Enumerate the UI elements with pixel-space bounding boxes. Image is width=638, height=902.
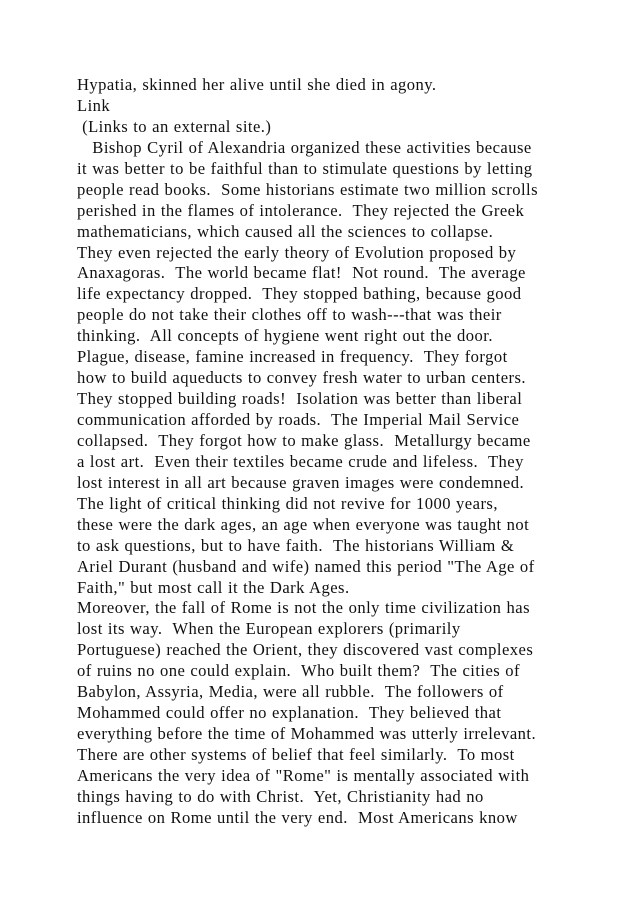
text-line: There are other systems of belief that feel similarly. To most [77,745,515,764]
text-line: Ariel Durant (husband and wife) named this period "The Age of [77,556,535,576]
text-line: influence on Rome until the very end. Most Americans know [77,807,518,827]
text-line: Faith," but most call it the Dark Ages. [77,577,350,597]
text-line: people read books. Some historians estimate two million scrolls [77,179,538,199]
external-link-note: (Links to an external site.) [77,116,272,136]
text-line: Babylon, Assyria, Media, were all rubble. The followers of [77,682,504,702]
text-line: mathematicians, which caused all the sciences to collapse. [77,221,494,241]
text-line: communication afforded by roads. The Imperial Mail Service [77,410,520,429]
text-line: everything before the time of Mohammed was utterly irrelevant. [77,724,537,744]
text-line: Anaxagoras. The world became flat! Not round. The average [77,263,526,283]
text-line: Portuguese) reached the Orient, they discovered vast complexes [77,640,534,660]
text-line: The light of critical thinking did not revive for 1000 years, [77,493,498,513]
text-line: people do not take their clothes off to wash---that was their [77,305,502,325]
text-line: thinking. All concepts of hygiene went right out the door. [77,326,493,346]
text-line: Mohammed could offer no explanation. They believed that [77,703,502,723]
text-line: to ask questions, but to have faith. The historians William & [77,535,515,555]
document-body [77,75,627,829]
text-line: things having to do with Christ. Yet, Christianity had no [77,786,484,806]
link-text[interactable]: Link [77,95,111,115]
text-line: They even rejected the early theory of Evolution proposed by [77,242,517,262]
text-line: Americans the very idea of "Rome" is mentally associated with [77,765,530,785]
text-line: a lost art. Even their textiles became crude and lifeless. They [77,451,524,471]
text-line: lost interest in all art because graven images were condemned. [77,472,525,492]
text-line: it was better to be faithful than to stimulate questions by letting [77,158,533,178]
text-line: how to build aqueducts to convey fresh water to urban centers. [77,368,526,388]
text-line: life expectancy dropped. They stopped bathing, because good [77,284,522,304]
text-line: these were the dark ages, an age when everyone was taught not [77,514,530,534]
text-line: collapsed. They forgot how to make glass. Metallurgy became [77,430,531,450]
text-line: Hypatia, skinned her alive until she died in agony. [77,75,437,94]
text-line: They stopped building roads! Isolation was better than liberal [77,389,523,409]
text-line: lost its way. When the European explorers (primarily [77,619,461,639]
text-line: perished in the flames of intolerance. They rejected the Greek [77,200,525,220]
text-line: Plague, disease, famine increased in frequency. They forgot [77,347,508,367]
text-line: Moreover, the fall of Rome is not the only time civilization has [77,598,530,618]
text-line: of ruins no one could explain. Who built them? The cities of [77,661,521,681]
text-line: Bishop Cyril of Alexandria organized these activities because [77,137,532,157]
